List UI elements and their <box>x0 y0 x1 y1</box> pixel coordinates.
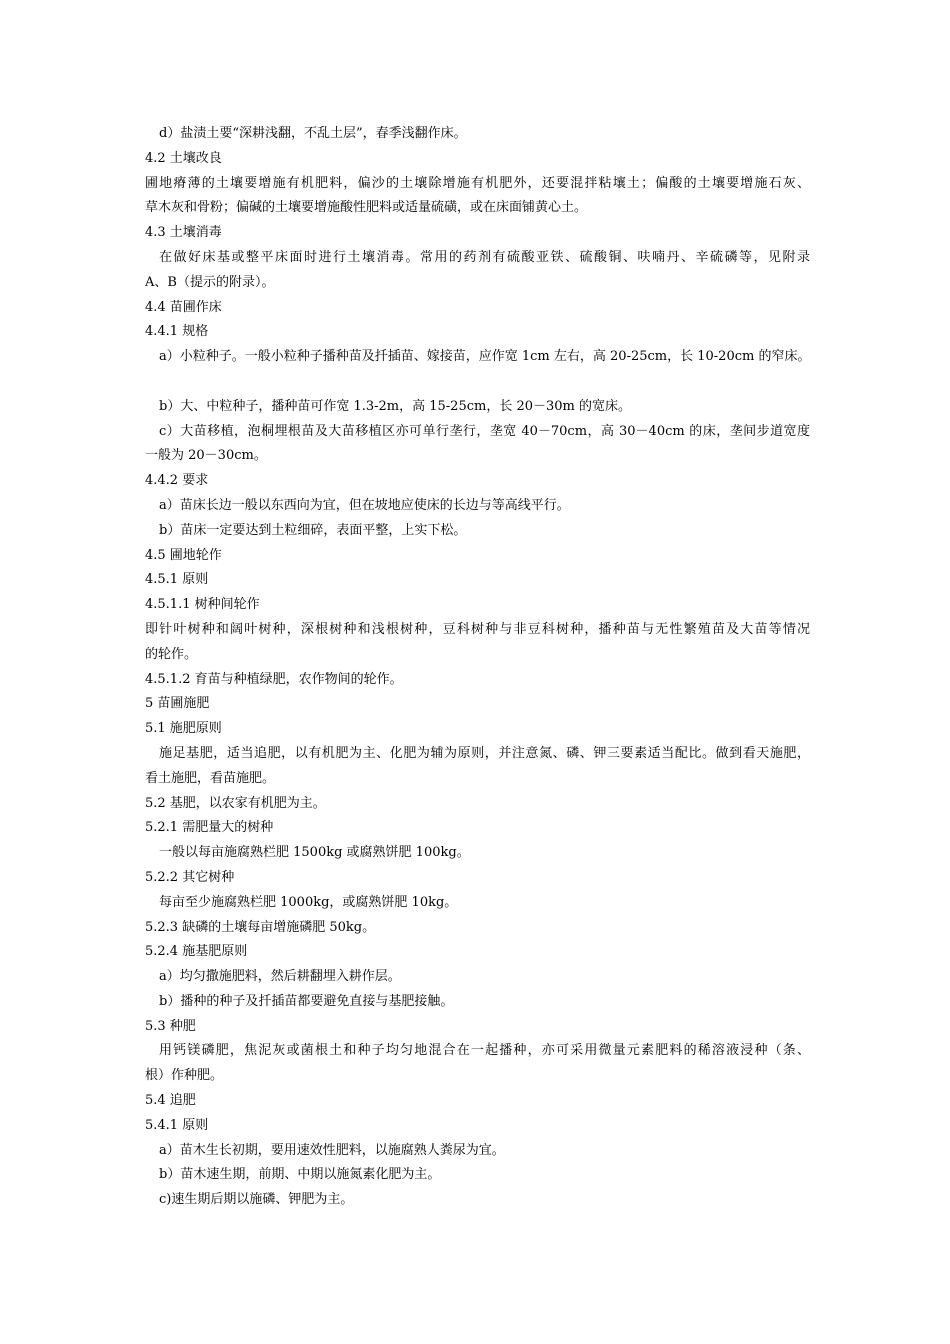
text-line: 施足基肥，适当追肥，以有机肥为主、化肥为辅为原则，并注意氮、磷、钾三要素适当配比。做到看天施肥， <box>159 745 810 761</box>
text-line: 草木灰和骨粉；偏碱的土壤要增施酸性肥料或适量硫磺，或在床面铺黄心土。 <box>145 200 588 216</box>
text-line: 5.1 施肥原则 <box>145 721 222 737</box>
text-line: 的轮作。 <box>145 646 198 662</box>
text-line: 4.4 苗圃作床 <box>145 299 222 315</box>
text-line: 5.2 基肥，以农家有机肥为主。 <box>145 795 326 811</box>
text-line: 5.2.2 其它树种 <box>145 869 235 885</box>
text-line: 4.3 土壤消毒 <box>145 225 222 241</box>
text-line: 用钙镁磷肥，焦泥灰或菌根土和种子均匀地混合在一起播种，亦可采用微量元素肥料的稀溶液浸种（条、 <box>159 1043 810 1059</box>
text-line: 4.5.1.1 树种间轮作 <box>145 597 260 613</box>
text-line: 5.4 追肥 <box>145 1093 196 1109</box>
text-line: b）苗木速生期，前期、中期以施氮素化肥为主。 <box>159 1167 441 1183</box>
text-line: 根）作种肥。 <box>145 1068 224 1084</box>
document-page <box>145 122 810 1213</box>
text-line: a）均匀撒施肥料，然后耕翻埋入耕作层。 <box>159 969 401 985</box>
text-line: 5.3 种肥 <box>145 1018 196 1034</box>
text-line: 4.5.1 原则 <box>145 572 209 588</box>
text-line: 4.4.1 规格 <box>145 324 209 340</box>
text-line: b）播种的种子及扦插苗都要避免直接与基肥接触。 <box>159 993 454 1009</box>
text-line: 4.5 圃地轮作 <box>145 547 222 563</box>
text-line: 4.2 土壤改良 <box>145 150 222 166</box>
text-line: 5.2.1 需肥量大的树种 <box>145 820 274 836</box>
text-line: 5 苗圃施肥 <box>145 696 210 712</box>
text-line: c）大苗移植，泡桐埋根苗及大苗移植区亦可单行垄行，垄宽 40－70cm，高 30－40cm 的床，垄间步道宽度 <box>159 423 810 439</box>
text-line: 5.4.1 原则 <box>145 1117 209 1133</box>
text-line: 5.2.3 缺磷的土壤每亩增施磷肥 50kg。 <box>145 919 376 935</box>
text-line: a）苗床长边一般以东西向为宜，但在坡地应使床的长边与等高线平行。 <box>159 497 570 513</box>
text-line: 圃地瘠薄的土壤要增施有机肥料，偏沙的土壤除增施有机肥外，还要混拌粘壤土；偏酸的土壤要增施石灰、 <box>145 175 810 191</box>
text-line: a）小粒种子。一般小粒种子播种苗及扦插苗、嫁接苗，应作宽 1cm 左右，高 20-25cm，长 10-20cm 的窄床。 <box>159 349 810 365</box>
text-line: 在做好床基或整平床面时进行土壤消毒。常用的药剂有硫酸亚铁、硫酸铜、呋喃丹、辛硫磷等，见附录 <box>159 249 810 265</box>
text-line: 每亩至少施腐熟栏肥 1000kg，或腐熟饼肥 10kg。 <box>159 894 458 910</box>
text-line: 即针叶树种和阔叶树种，深根树种和浅根树种，豆科树种与非豆科树种，播种苗与无性繁殖苗及大苗等情况 <box>145 621 810 637</box>
text-line: d）盐渍土要“深耕浅翻，不乱土层”，春季浅翻作床。 <box>159 126 467 141</box>
text-line: b）大、中粒种子，播种苗可作宽 1.3-2m，高 15-25cm，长 20－30m 的宽床。 <box>159 398 632 414</box>
text-line: 4.5.1.2 育苗与种植绿肥，农作物间的轮作。 <box>145 671 403 687</box>
text-line: c)速生期后期以施磷、钾肥为主。 <box>159 1192 354 1208</box>
text-line: b）苗床一定要达到土粒细碎，表面平整，上实下松。 <box>159 522 467 538</box>
blank-line <box>145 370 810 395</box>
text-line: a）苗木生长初期，要用速效性肥料，以施腐熟人粪尿为宜。 <box>159 1142 505 1158</box>
text-line: 一般以每亩施腐熟栏肥 1500kg 或腐熟饼肥 100kg。 <box>159 845 470 861</box>
text-line: 5.2.4 施基肥原则 <box>145 944 248 960</box>
text-line: 看土施肥，看苗施肥。 <box>145 770 276 786</box>
text-line: A、B（提示的附录）。 <box>145 274 275 290</box>
text-line: 4.4.2 要求 <box>145 473 209 489</box>
text-line: 一般为 20－30cm。 <box>145 448 267 464</box>
